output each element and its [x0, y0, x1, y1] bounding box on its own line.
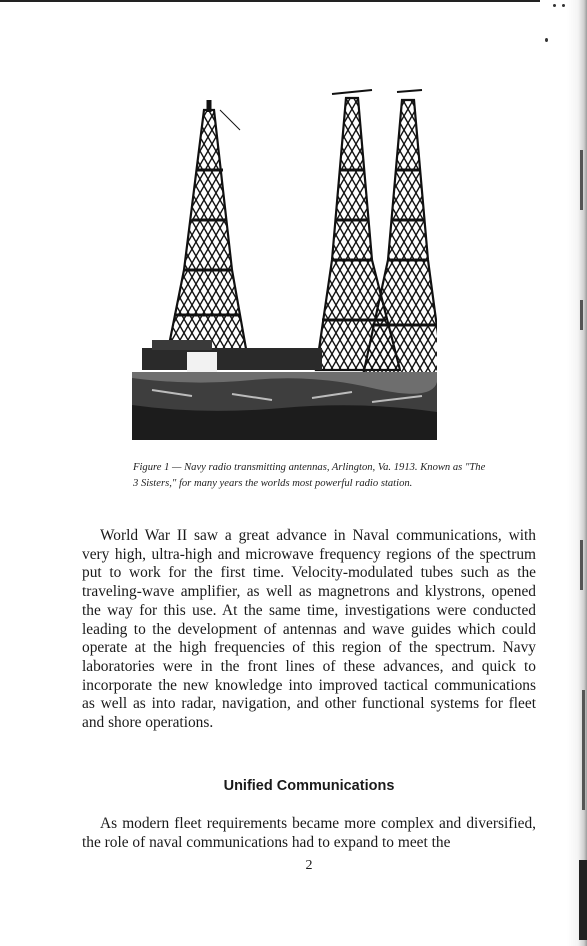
body-paragraph-2 — [82, 815, 536, 852]
body-paragraph-2-text: As modern fleet requirements became more complex and diversified, the role of naval communications had to expand to meet the — [82, 815, 536, 851]
scan-speck — [553, 4, 556, 7]
page-top-border — [0, 0, 540, 2]
page-number: 2 — [305, 858, 313, 873]
body-paragraph-1 — [82, 527, 536, 733]
scan-speck — [562, 4, 565, 7]
antenna-towers-photo — [132, 60, 437, 440]
body-paragraph-1-text: World War II saw a great advance in Naval communications, with very high, ultra-high and microwave frequency regions of the spectrum put to work for the first time. Velocity-modulated tubes such as the traveling-wave amplifier, as well as magnetrons and klystrons, opened the way for this use. At the same time, investigations were conducted leading to the development of antennas and wave guides which could operate at the high frequencies of this region of the spectrum. Navy laboratories were in the front lines of these advances, and quick to incorporate the new knowledge into improved tactical communications as well as into radar, navigation, and other functional systems for fleet and shore operations. — [82, 527, 536, 732]
scan-binding-edge — [567, 0, 587, 946]
scan-speck — [545, 38, 548, 42]
figure-caption: Figure 1 — Navy radio transmitting antennas, Arlington, Va. 1913. Known as "The 3 Sisters," for many years the worlds most powerful radio station. — [133, 462, 486, 489]
section-heading: Unified Communications — [223, 778, 395, 794]
